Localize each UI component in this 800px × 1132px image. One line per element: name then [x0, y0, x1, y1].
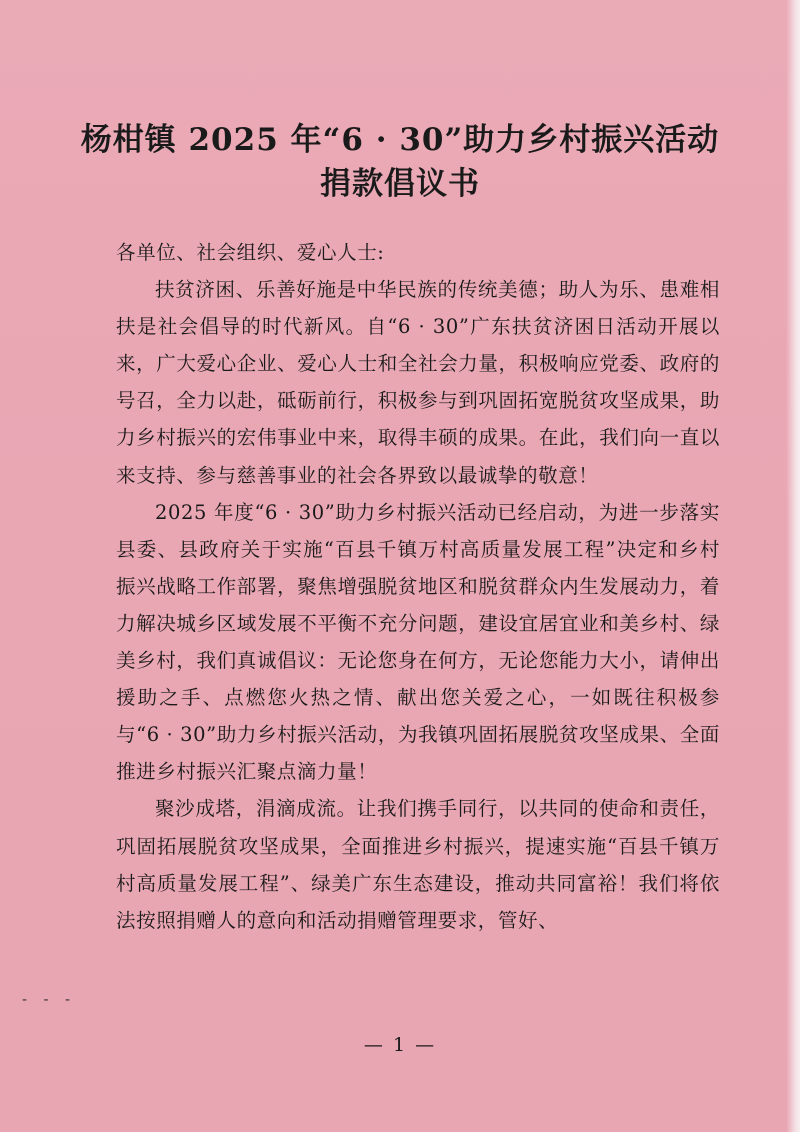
- scan-edge: [786, 0, 800, 1132]
- page-number: — 1 —: [363, 1034, 437, 1056]
- document-title-line-1: 杨柑镇 2025 年“6 · 30”助力乡村振兴活动: [80, 122, 720, 158]
- document-title-line-2: 捐款倡议书: [320, 166, 480, 202]
- margin-marks: - - -: [22, 992, 77, 1008]
- salutation: 各单位、社会组织、爱心人士:: [116, 241, 385, 264]
- paragraph-3: 聚沙成塔，涓滴成流。让我们携手同行，以共同的使命和责任，巩固拓展脱贫攻坚成果，全面推进乡村振兴，提速实施“百县千镇万村高质量发展工程”、绿美广东生态建设，推动共同富裕！我们将依法按照捐赠人的意向和活动捐赠管理要求，管好、: [116, 797, 720, 932]
- paragraph-1: 扶贫济困、乐善好施是中华民族的传统美德；助人为乐、患难相扶是社会倡导的时代新风。自“6 · 30”广东扶贫济困日活动开展以来，广大爱心企业、爱心人士和全社会力量，积极响应党委、政府的号召，全力以赴，砥砺前行，积极参与到巩固拓宽脱贫攻坚成果，助力乡村振兴的宏伟事业中来，取得丰硕的成果。在此，我们向一直以来支持、参与慈善事业的社会各界致以最诚挚的敬意！: [116, 278, 720, 487]
- document-body: [116, 234, 720, 939]
- paragraph-2: 2025 年度“6 · 30”助力乡村振兴活动已经启动，为进一步落实县委、县政府关于实施“百县千镇万村高质量发展工程”决定和乡村振兴战略工作部署，聚焦增强脱贫地区和脱贫群众内生发展动力，着力解决城乡区域发展不平衡不充分问题，建设宜居宜业和美乡村、绿美乡村，我们真诚倡议：无论您身在何方，无论您能力大小，请伸出援助之手、点燃您火热之情、献出您关爱之心，一如既往积极参与“6 · 30”助力乡村振兴活动，为我镇巩固拓展脱贫攻坚成果、全面推进乡村振兴汇聚点滴力量！: [116, 500, 720, 784]
